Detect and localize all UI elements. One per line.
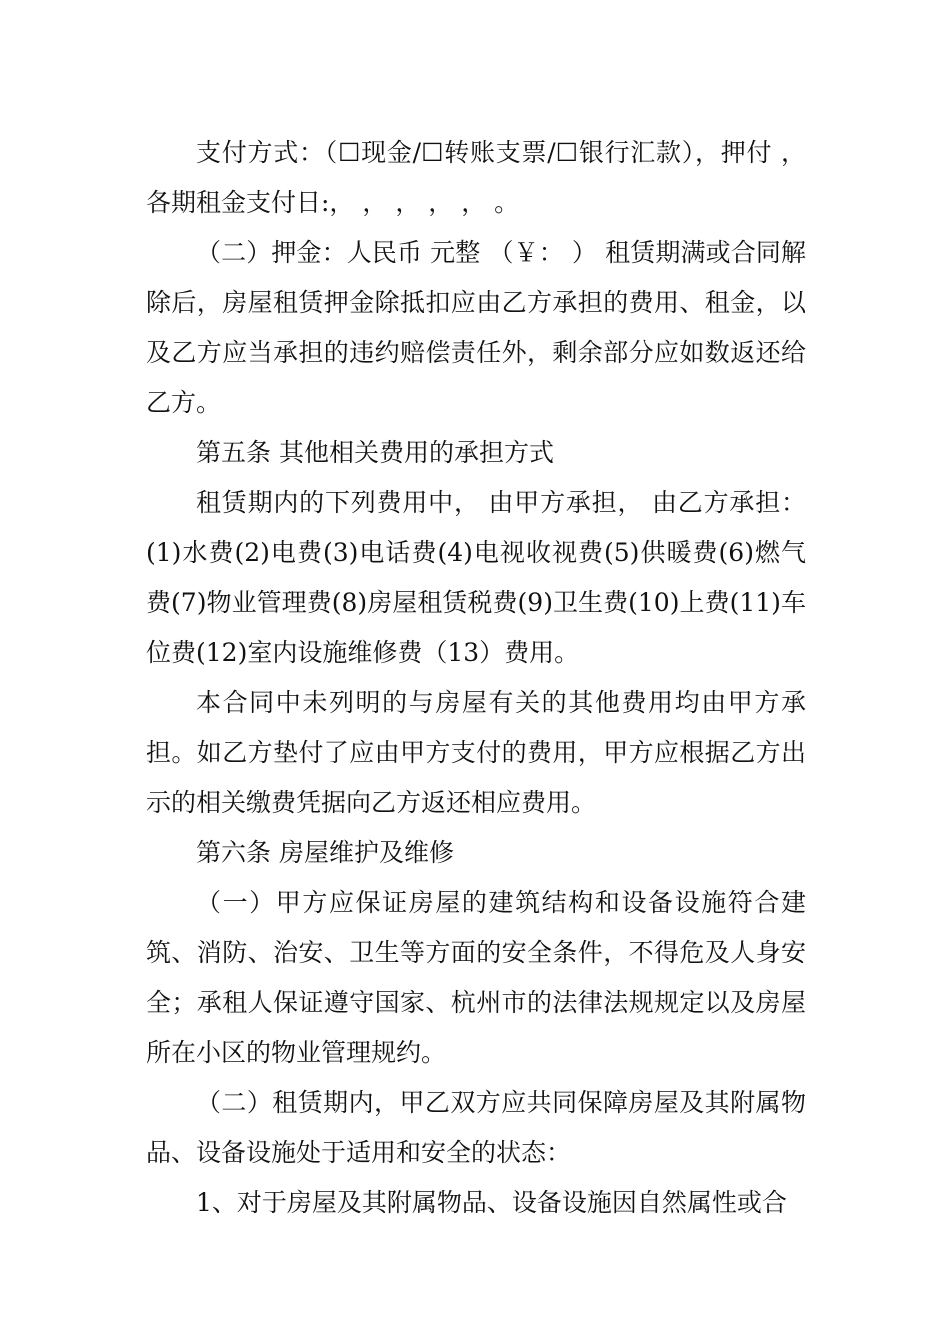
heading-article-5: 第五条 其他相关费用的承担方式 (196, 438, 554, 467)
paragraph-deposit: （二）押金：人民币 元整 （￥： ） 租赁期满或合同解除后，房屋租赁押金除抵扣应由乙方承担的费用、租金，以及乙方应当承担的违约赔偿责任外，剩余部分应如数返还给乙方。 (146, 238, 806, 417)
paragraph-fee-list: 租赁期内的下列费用中， 由甲方承担， 由乙方承担：(1)水费(2)电费(3)电话费(4)电视收视费(5)供暖费(6)燃气费(7)物业管理费(8)房屋租赁税费(9)卫生费(10)上费(11)车位费(12)室内设施维修费（13）费用。 (146, 488, 806, 667)
document-body (146, 128, 806, 1228)
heading-article-6: 第六条 房屋维护及维修 (196, 838, 454, 867)
paragraph-other-fees: 本合同中未列明的与房屋有关的其他费用均由甲方承担。如乙方垫付了应由甲方支付的费用，甲方应根据乙方出示的相关缴费凭据向乙方返还相应费用。 (146, 688, 806, 817)
paragraph-maintenance-item-1: 1、对于房屋及其附属物品、设备设施因自然属性或合 (196, 1188, 787, 1217)
paragraph-payment-method: 支付方式：（☐现金/☐转账支票/☐银行汇款），押付 ，各期租金支付日:， ， ， ， ， 。 (146, 138, 806, 217)
paragraph-maintenance-1: （一）甲方应保证房屋的建筑结构和设备设施符合建筑、消防、治安、卫生等方面的安全条件，不得危及人身安全；承租人保证遵守国家、杭州市的法律法规规定以及房屋所在小区的物业管理规约。 (146, 888, 806, 1067)
paragraph-maintenance-2: （二）租赁期内，甲乙双方应共同保障房屋及其附属物品、设备设施处于适用和安全的状态： (146, 1088, 806, 1167)
